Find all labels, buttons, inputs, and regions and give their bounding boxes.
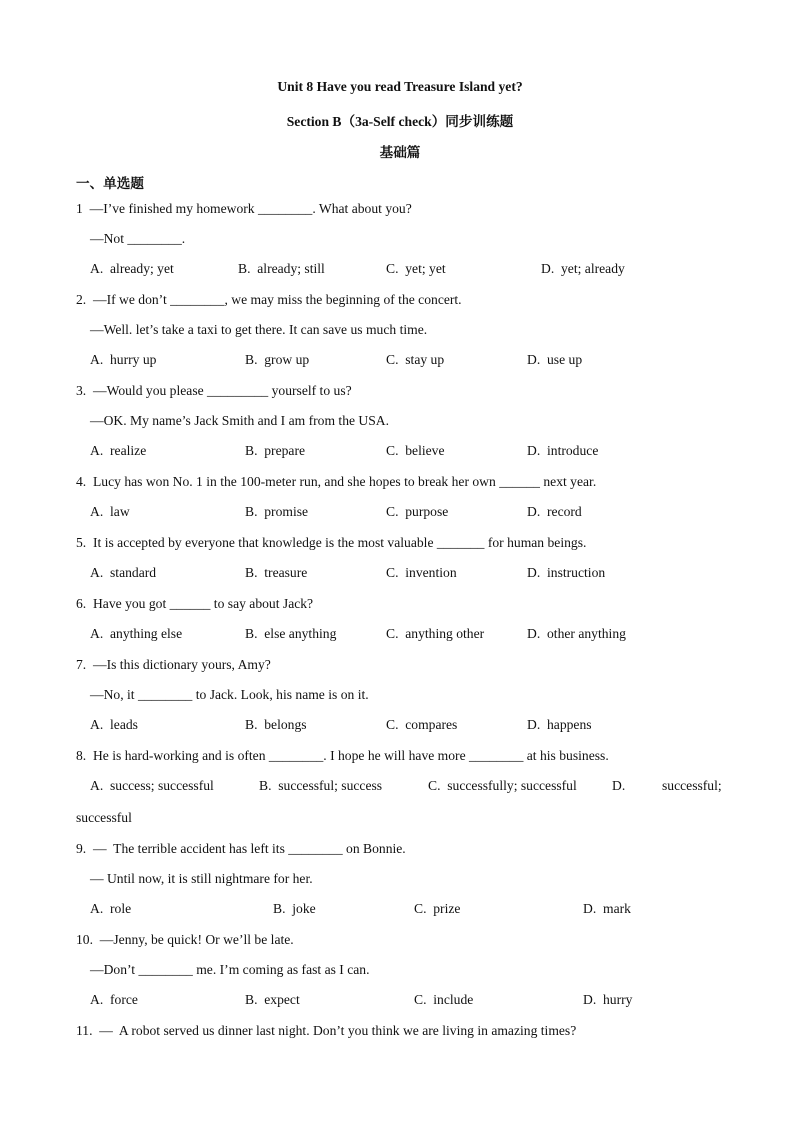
question-9-option-a: A. role xyxy=(90,901,132,916)
question-7-reply: —No, it ________ to Jack. Look, his name is on it. xyxy=(90,687,369,702)
question-3-option-b: B. prepare xyxy=(245,443,306,458)
question-5-option-b: B. treasure xyxy=(245,565,308,580)
question-10-option-c: C. include xyxy=(414,992,474,1007)
question-9-option-b: B. joke xyxy=(273,901,316,916)
question-9-option-c: C. prize xyxy=(414,901,461,916)
question-8-option-d-letter: D. xyxy=(612,778,626,793)
page-subtitle: Section B（3a-Self check）同步训练题 xyxy=(286,114,514,129)
question-2-reply: —Well. let’s take a taxi to get there. It can save us much time. xyxy=(90,322,428,337)
question-1-option-b: B. already; still xyxy=(238,261,325,276)
question-1-option-a: A. already; yet xyxy=(90,261,174,276)
question-2-option-c: C. stay up xyxy=(386,352,445,367)
question-4-option-c: C. purpose xyxy=(386,504,449,519)
question-4-text: 4. Lucy has won No. 1 in the 100-meter run, and she hopes to break her own ______ next year. xyxy=(76,474,597,489)
question-5-option-d: D. instruction xyxy=(527,565,606,580)
question-7-option-c: C. compares xyxy=(386,717,458,732)
question-6-option-a: A. anything else xyxy=(90,626,183,641)
question-7-option-d: D. happens xyxy=(527,717,592,732)
question-8-option-a: A. success; successful xyxy=(90,778,214,793)
question-1-text: 1 —I’ve finished my homework ________. What about you? xyxy=(76,201,412,216)
question-4-option-d: D. record xyxy=(527,504,582,519)
question-4-option-b: B. promise xyxy=(245,504,309,519)
question-10-option-b: B. expect xyxy=(245,992,300,1007)
question-5-option-c: C. invention xyxy=(386,565,457,580)
question-4-option-a: A. law xyxy=(90,504,130,519)
question-7-option-a: A. leads xyxy=(90,717,138,732)
question-3-option-a: A. realize xyxy=(90,443,147,458)
question-3-option-c: C. believe xyxy=(386,443,445,458)
question-6-text: 6. Have you got ______ to say about Jack? xyxy=(76,596,314,611)
question-2-text: 2. —If we don’t ________, we may miss the beginning of the concert. xyxy=(76,292,462,307)
question-2-option-b: B. grow up xyxy=(245,352,310,367)
question-1-reply: —Not ________. xyxy=(90,231,186,246)
question-3-reply: —OK. My name’s Jack Smith and I am from the USA. xyxy=(90,413,390,428)
question-5-option-a: A. standard xyxy=(90,565,157,580)
question-3-text: 3. —Would you please _________ yourself to us? xyxy=(76,383,352,398)
question-8-text: 8. He is hard-working and is often ________. I hope he will have more ________ at his business. xyxy=(76,748,609,763)
question-10-option-a: A. force xyxy=(90,992,138,1007)
question-11-text: 11. — A robot served us dinner last night. Don’t you think we are living in amazing times? xyxy=(76,1023,577,1038)
question-9-reply: — Until now, it is still nightmare for her. xyxy=(90,871,313,886)
question-9-option-d: D. mark xyxy=(583,901,631,916)
question-8-option-c: C. successfully; successful xyxy=(428,778,577,793)
question-8-option-d-part2: successful xyxy=(76,810,132,825)
question-9-text: 9. — The terrible accident has left its ________ on Bonnie. xyxy=(76,841,406,856)
question-8-option-d-part1: successful; xyxy=(662,778,722,793)
page-title: Unit 8 Have you read Treasure Island yet? xyxy=(277,79,523,94)
question-1-option-c: C. yet; yet xyxy=(386,261,446,276)
question-7-option-b: B. belongs xyxy=(245,717,307,732)
question-2-option-d: D. use up xyxy=(527,352,583,367)
question-6-option-c: C. anything other xyxy=(386,626,485,641)
question-10-text: 10. —Jenny, be quick! Or we’ll be late. xyxy=(76,932,294,947)
question-10-option-d: D. hurry xyxy=(583,992,633,1007)
question-8-option-b: B. successful; success xyxy=(259,778,383,793)
question-6-option-d: D. other anything xyxy=(527,626,626,641)
question-6-option-b: B. else anything xyxy=(245,626,337,641)
question-2-option-a: A. hurry up xyxy=(90,352,157,367)
question-7-text: 7. —Is this dictionary yours, Amy? xyxy=(76,657,271,672)
question-5-text: 5. It is accepted by everyone that knowledge is the most valuable _______ for human beings. xyxy=(76,535,587,550)
section-heading: 一、单选题 xyxy=(76,176,144,191)
question-1-option-d: D. yet; already xyxy=(541,261,625,276)
question-3-option-d: D. introduce xyxy=(527,443,599,458)
level-heading: 基础篇 xyxy=(379,145,421,160)
question-10-reply: —Don’t ________ me. I’m coming as fast as I can. xyxy=(90,962,370,977)
